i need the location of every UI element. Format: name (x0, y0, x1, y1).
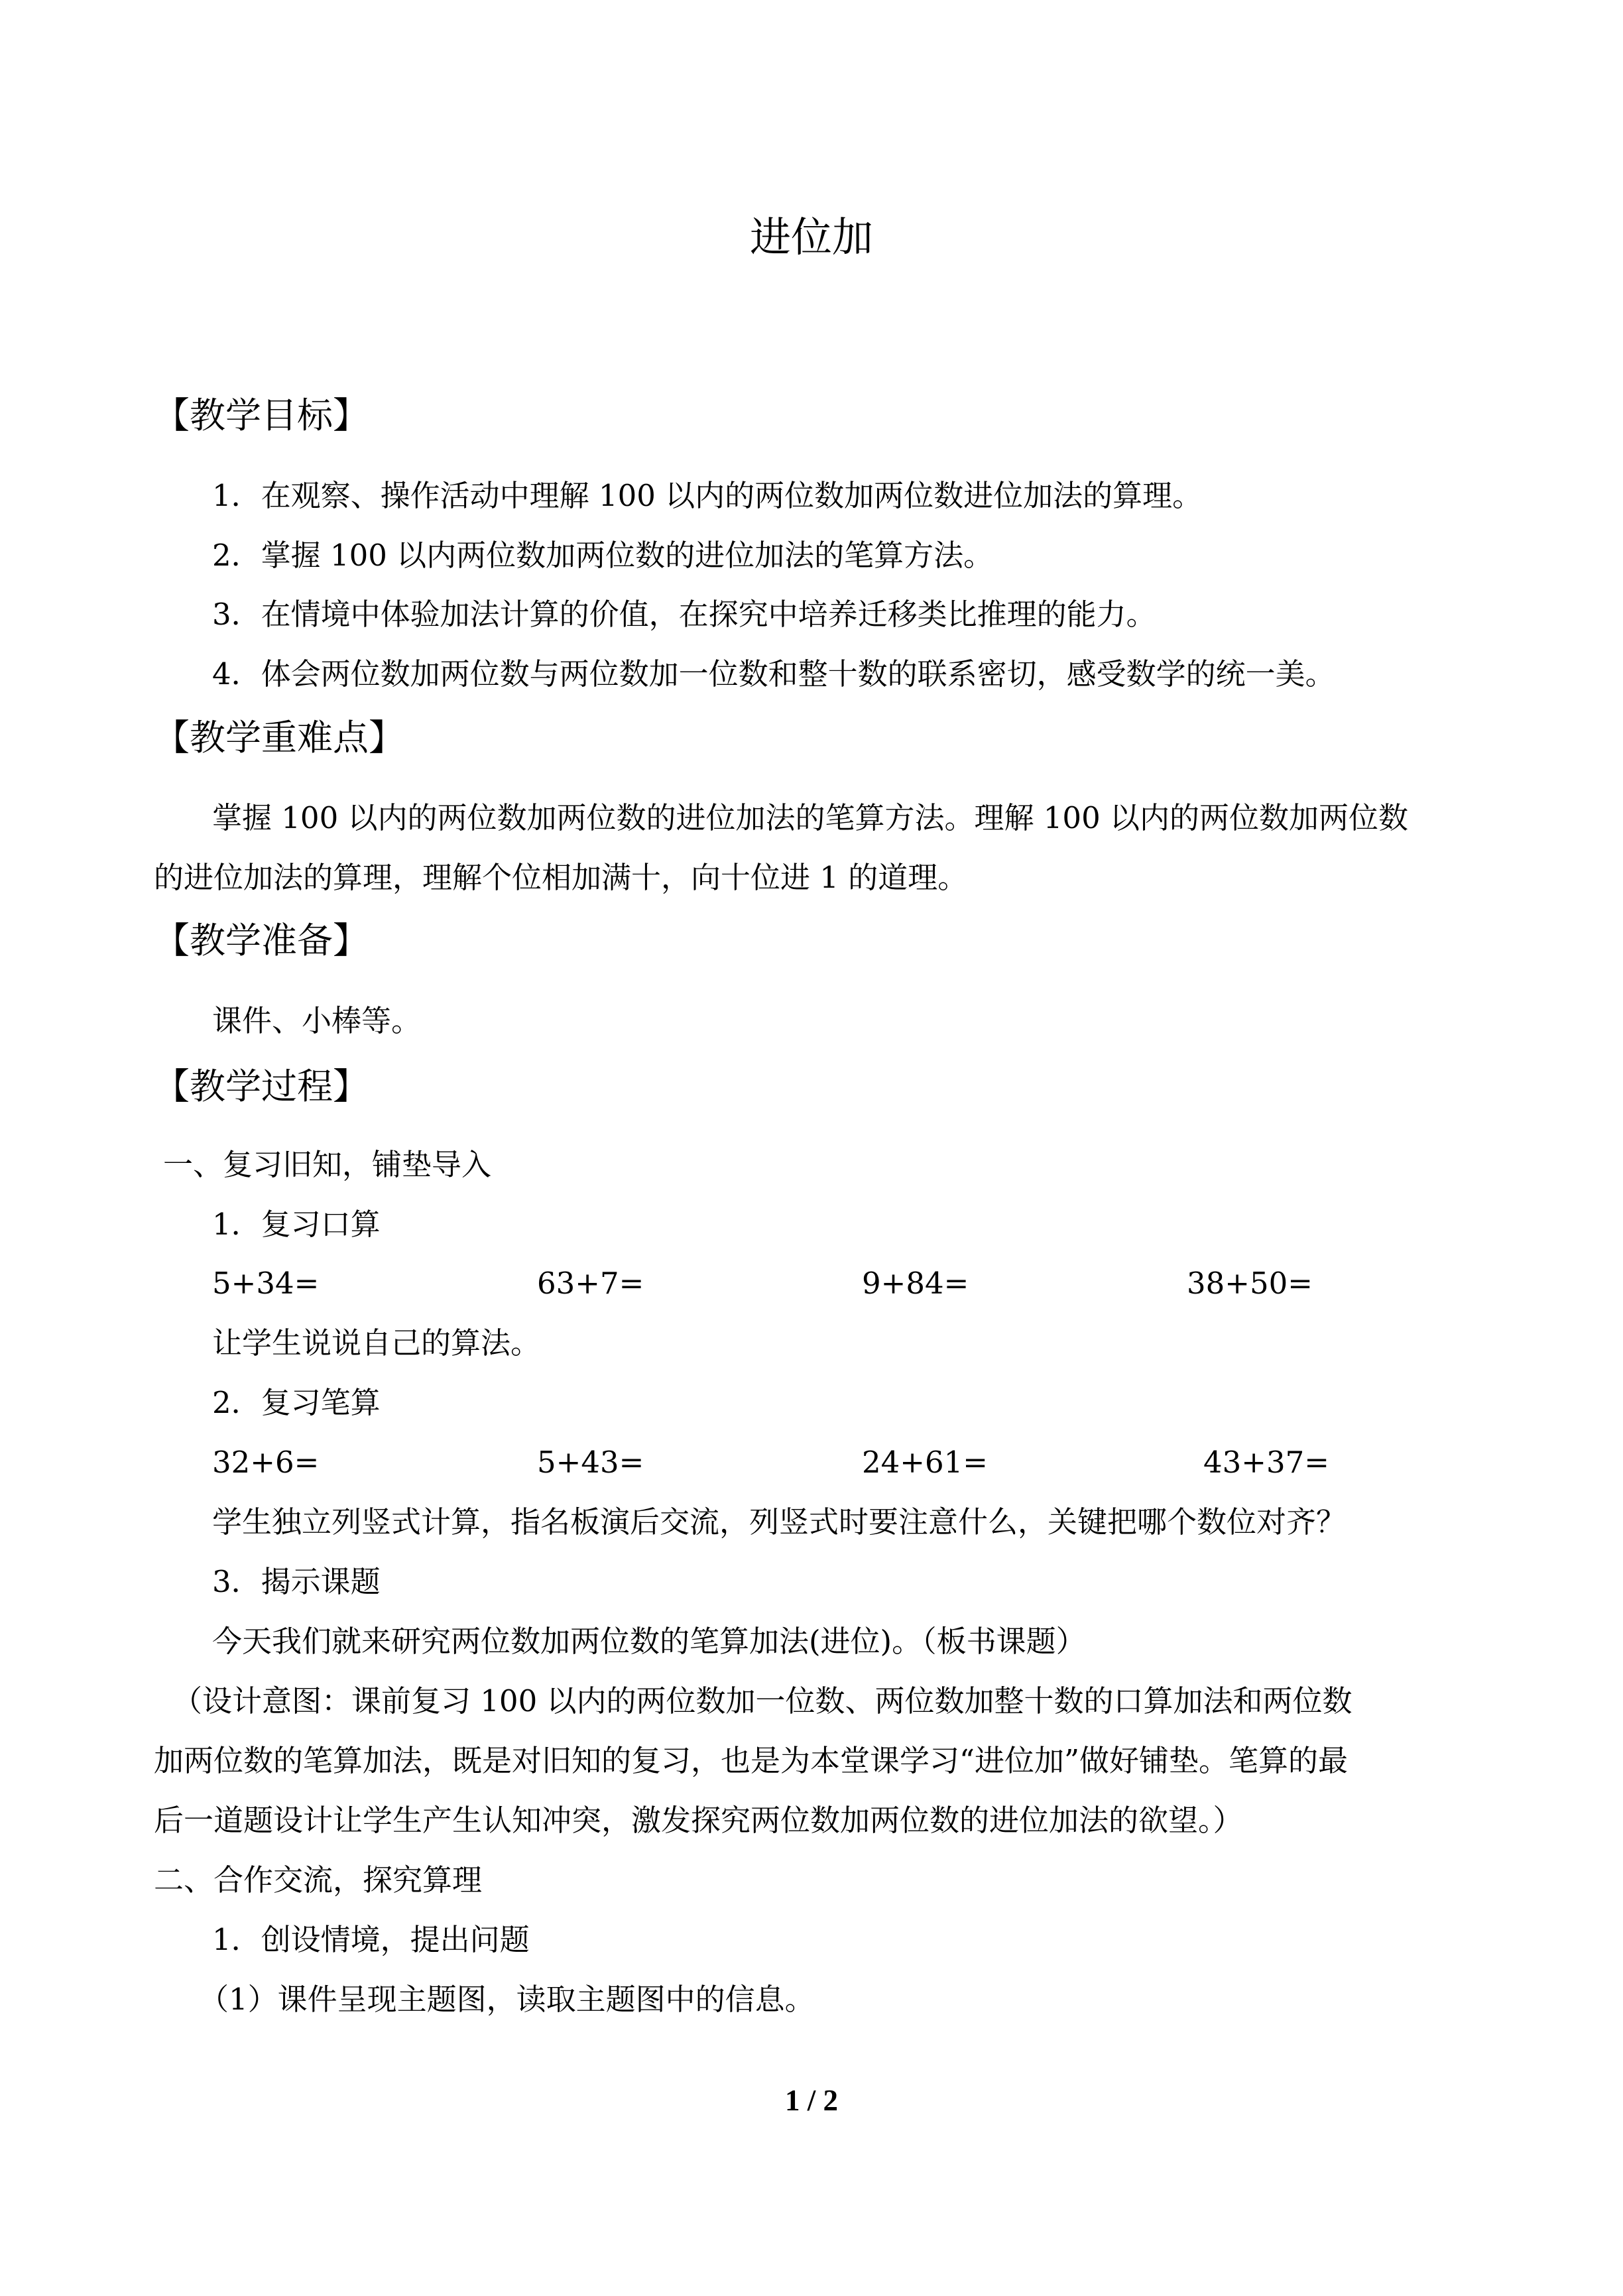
process-part1-heading: 一、复习旧知，铺垫导入 (163, 1147, 492, 1182)
written-expression: 24+61= (862, 1445, 988, 1480)
design-intent-line: （设计意图：课前复习 100 以内的两位数加一位数、两位数加整十数的口算加法和两位数 (172, 1683, 1352, 1719)
page-number: 1 / 2 (784, 2084, 838, 2117)
design-intent-line: 后一道题设计让学生产生认知冲突，激发探究两位数加两位数的进位加法的欲望。） (154, 1803, 1243, 1838)
key-points-line: 掌握 100 以内的两位数加两位数的进位加法的笔算方法。理解 100 以内的两位数加两位数 (212, 800, 1409, 835)
oral-expression: 38+50= (1187, 1266, 1313, 1301)
oral-expression: 9+84= (862, 1266, 969, 1301)
process-note: 让学生说说自己的算法。 (212, 1325, 541, 1360)
key-points-line: 的进位加法的算理，理解个位相加满十，向十位进 1 的道理。 (154, 860, 968, 895)
process-step-heading: 3．揭示课题 (212, 1564, 381, 1599)
process-step-heading: 1．创设情境，提出问题 (212, 1922, 530, 1957)
process-substep: （1）课件呈现主题图，读取主题图中的信息。 (199, 1982, 815, 2017)
written-expression: 43+37= (1203, 1445, 1329, 1480)
process-part2-heading: 二、合作交流，探究算理 (154, 1862, 483, 1898)
section-heading-preparation: 【教学准备】 (154, 920, 369, 961)
preparation-text: 课件、小棒等。 (212, 1003, 422, 1038)
process-text: 今天我们就来研究两位数加两位数的笔算加法(进位)。（板书课题） (212, 1624, 1086, 1659)
oral-expression: 63+7= (537, 1266, 644, 1301)
section-heading-objectives: 【教学目标】 (154, 394, 369, 436)
written-expression: 5+43= (537, 1445, 644, 1480)
objective-item: 2．掌握 100 以内两位数加两位数的进位加法的笔算方法。 (212, 538, 994, 573)
design-intent-line: 加两位数的笔算加法，既是对旧知的复习，也是为本堂课学习“进位加”做好铺垫。笔算的最 (154, 1743, 1349, 1778)
objective-item: 1．在观察、操作活动中理解 100 以内的两位数加两位数进位加法的算理。 (212, 478, 1203, 513)
written-expression: 32+6= (212, 1445, 320, 1480)
process-note: 学生独立列竖式计算，指名板演后交流，列竖式时要注意什么，关键把哪个数位对齐？ (212, 1504, 1347, 1540)
document-title: 进位加 (749, 213, 873, 261)
objective-item: 4．体会两位数加两位数与两位数加一位数和整十数的联系密切，感受数学的统一美。 (212, 656, 1335, 692)
objective-item: 3．在情境中体验加法计算的价值，在探究中培养迁移类比推理的能力。 (212, 597, 1156, 632)
section-heading-key-points: 【教学重难点】 (154, 717, 404, 758)
oral-expression: 5+34= (212, 1266, 320, 1301)
section-heading-process: 【教学过程】 (154, 1065, 369, 1107)
process-step-heading: 2．复习笔算 (212, 1385, 381, 1420)
process-step-heading: 1．复习口算 (212, 1207, 381, 1242)
